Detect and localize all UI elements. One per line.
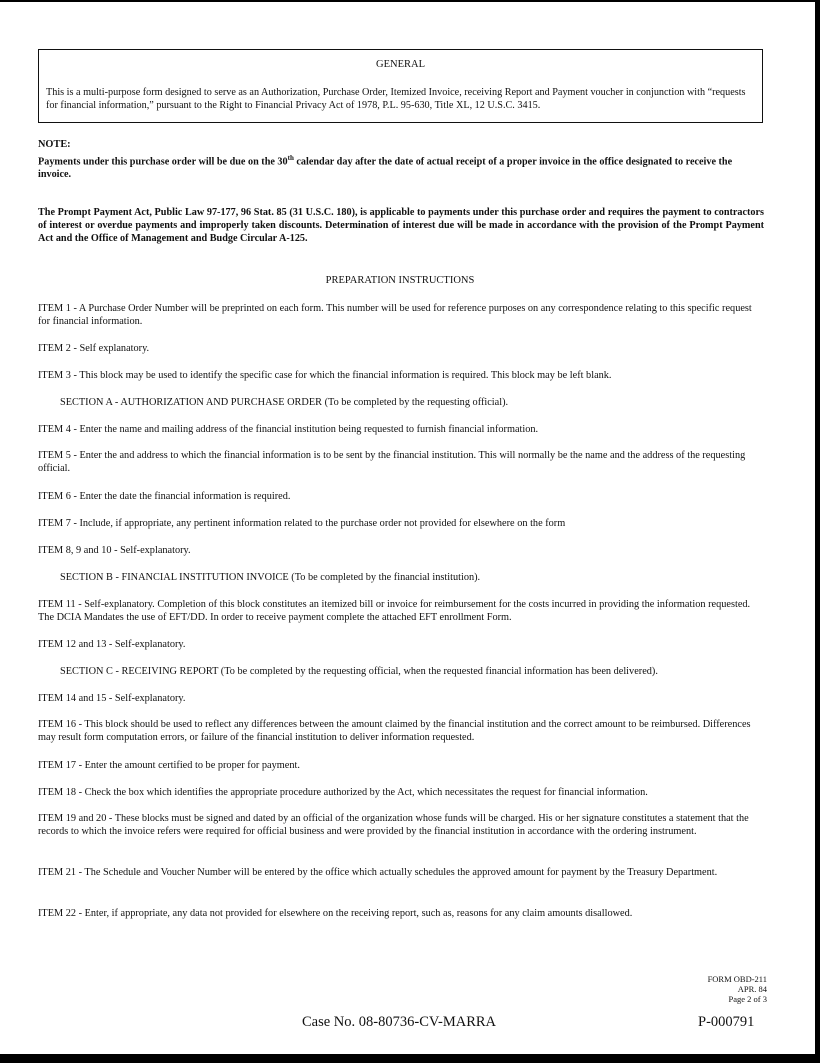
form-date: APR. 84 xyxy=(737,984,767,994)
item-14-15: ITEM 14 and 15 - Self-explanatory. xyxy=(38,693,186,704)
item-6: ITEM 6 - Enter the date the financial information is required. xyxy=(38,491,291,502)
item-8-10: ITEM 8, 9 and 10 - Self-explanatory. xyxy=(38,545,191,556)
preparation-instructions-title: PREPARATION INSTRUCTIONS xyxy=(325,275,475,286)
item-3: ITEM 3 - This block may be used to identify the specific case for which the financial information is required. This block may be left blank. xyxy=(38,370,612,381)
item-5: ITEM 5 - Enter the and address to which the financial information is to be sent by the financial institution. This will normally be the name and the address of the requesting official. xyxy=(38,450,746,474)
note-text-end: calendar day after the date of actual receipt of a proper invoice in the office designated to receive the invoice. xyxy=(38,156,733,181)
item-16: ITEM 16 - This block should be used to reflect any differences between the amount claimed by the financial institution and the correct amount to be reimbursed. Differences may result form computation errors, or failure of the financial institution to deliver information requested. xyxy=(38,719,751,743)
section-a-heading: SECTION A - AUTHORIZATION AND PURCHASE ORDER (To be completed by the requesting official). xyxy=(60,397,509,408)
item-21: ITEM 21 - The Schedule and Voucher Number will be entered by the office which actually schedules the approved amount for payment by the Treasury Department. xyxy=(38,867,718,878)
item-7: ITEM 7 - Include, if appropriate, any pertinent information related to the purchase order not provided for elsewhere on the form xyxy=(38,518,566,529)
item-22: ITEM 22 - Enter, if appropriate, any data not provided for elsewhere on the receiving report, such as, reasons for any claim amounts disallowed. xyxy=(38,908,633,919)
general-section-box xyxy=(38,49,763,123)
item-17: ITEM 17 - Enter the amount certified to be proper for payment. xyxy=(38,760,300,771)
general-title: GENERAL xyxy=(376,59,425,70)
case-number: Case No. 08-80736-CV-MARRA xyxy=(302,1014,497,1030)
section-b-heading: SECTION B - FINANCIAL INSTITUTION INVOICE (To be completed by the financial institution). xyxy=(60,572,481,583)
page-number: Page 2 of 3 xyxy=(728,994,767,1004)
scan-top-edge xyxy=(0,0,820,2)
item-18: ITEM 18 - Check the box which identifies the appropriate procedure authorized by the Act, which necessitates the request for financial information. xyxy=(38,787,648,798)
item-2: ITEM 2 - Self explanatory. xyxy=(38,343,150,354)
item-1: ITEM 1 - A Purchase Order Number will be preprinted on each form. This number will be used for reference purposes on any correspondence relating to this specific request for financial information. xyxy=(38,303,752,327)
section-c-heading: SECTION C - RECEIVING REPORT (To be completed by the requesting official, when the requested financial information has been delivered). xyxy=(60,666,658,677)
note-text xyxy=(38,152,764,181)
scan-bottom-edge xyxy=(0,1054,820,1063)
item-12-13: ITEM 12 and 13 - Self-explanatory. xyxy=(38,639,186,650)
bates-number: P-000791 xyxy=(698,1014,755,1030)
form-identifier xyxy=(708,974,767,1004)
item-4: ITEM 4 - Enter the name and mailing address of the financial institution being requested to furnish financial information. xyxy=(38,424,539,435)
note-heading: NOTE: xyxy=(38,139,71,150)
item-11: ITEM 11 - Self-explanatory. Completion of this block constitutes an itemized bill or invoice for reimbursement for the costs incurred in providing the information requested. The DCIA Mandates the use of EFT/DD. In order to receive payment complete the attached EFT enrollment Form. xyxy=(38,599,751,623)
prompt-payment-act-paragraph: The Prompt Payment Act, Public Law 97-177, 96 Stat. 85 (31 U.S.C. 180), is applicable to payments under this purchase order and requires the payment to contractors of interest or overdue payments and improperly taken discounts. Determination of interest due will be made in accordance with the provision of the Prompt Payment Act and the Office of Management and Budge Circular A-125. xyxy=(38,207,764,244)
item-19-20: ITEM 19 and 20 - These blocks must be signed and dated by an official of the organization whose funds will be charged. His or her signature constitutes a statement that the records to which the invoice refers were required for official business and were provided by the financial institution in accordance with the ordering instrument. xyxy=(38,813,749,837)
scan-right-edge xyxy=(815,0,820,1063)
note-superscript: th xyxy=(287,154,294,162)
note-text-start: Payments under this purchase order will be due on the 30 xyxy=(38,156,288,168)
general-description: This is a multi-purpose form designed to serve as an Authorization, Purchase Order, Itemized Invoice, receiving Report and Payment voucher in conjunction with “requests for financial information,” pursuant to the Right to Financial Privacy Act of 1978, P.L. 95-630, Title XL, 12 U.S.C. 3415. xyxy=(46,87,746,111)
form-number: FORM OBD-211 xyxy=(707,974,767,984)
